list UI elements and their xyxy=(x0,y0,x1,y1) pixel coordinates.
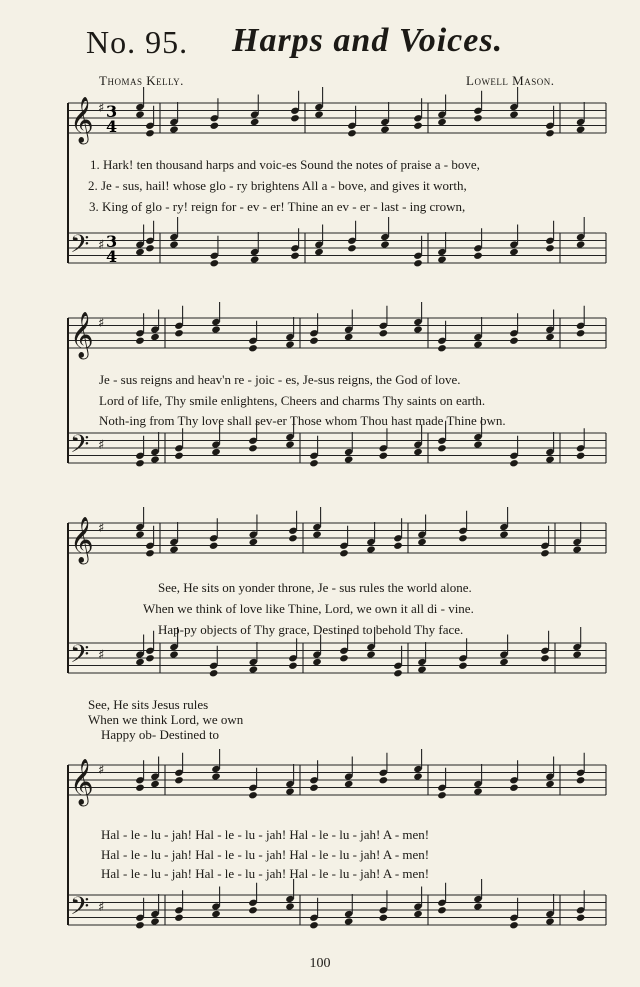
system3-bass-echo1: See, He sits Jesus rules xyxy=(88,697,209,712)
note-head xyxy=(248,344,258,352)
note-head xyxy=(290,114,300,122)
note-head xyxy=(250,255,260,263)
note-head xyxy=(285,787,295,795)
treble-clef-icon: 𝄞 xyxy=(70,759,94,805)
note-head xyxy=(150,333,160,341)
note-head xyxy=(380,240,390,248)
note-head xyxy=(150,917,160,925)
note-head xyxy=(174,776,184,784)
sharp-icon: ♯ xyxy=(98,238,105,253)
note-head xyxy=(347,244,357,252)
sharp-icon: ♯ xyxy=(98,763,105,778)
note-head xyxy=(458,534,468,542)
note-head xyxy=(379,914,389,922)
note-head xyxy=(135,248,145,256)
treble-staff xyxy=(68,87,606,145)
note-head xyxy=(499,658,509,666)
note-head xyxy=(145,129,155,137)
note-head xyxy=(145,654,155,662)
note-head xyxy=(248,791,258,799)
note-head xyxy=(366,545,376,553)
sharp-icon: ♯ xyxy=(98,900,105,915)
note-head xyxy=(309,337,319,345)
note-head xyxy=(437,344,447,352)
note-head xyxy=(572,545,582,553)
note-head xyxy=(437,906,447,914)
system3-verse2: When we think of love like Thine, Lord, we own it all di - vine. xyxy=(143,601,474,616)
treble-staff xyxy=(68,507,606,565)
note-head xyxy=(572,650,582,658)
sharp-icon: ♯ xyxy=(98,521,105,536)
note-head xyxy=(473,902,483,910)
time-signature-numerator: 3 xyxy=(106,232,118,251)
note-head xyxy=(437,791,447,799)
note-head xyxy=(314,248,324,256)
note-head xyxy=(540,654,550,662)
note-head xyxy=(174,329,184,337)
note-head xyxy=(509,459,519,467)
note-head xyxy=(135,459,145,467)
note-head xyxy=(285,340,295,348)
note-head xyxy=(169,125,179,133)
note-head xyxy=(437,255,447,263)
note-head xyxy=(576,452,586,460)
bass-clef-icon: 𝄢 xyxy=(70,430,90,465)
system1-verse2: 2. Je - sus, hail! whose glo - ry brightens All a - bove, and gives it worth, xyxy=(88,178,467,193)
note-head xyxy=(339,654,349,662)
note-head xyxy=(545,244,555,252)
system1-verse1: 1. Hark! ten thousand harps and voic-es Sound the notes of praise a - bove, xyxy=(90,157,480,172)
note-head xyxy=(413,448,423,456)
page-number: 100 xyxy=(309,956,331,971)
note-head xyxy=(249,665,259,673)
note-head xyxy=(169,545,179,553)
note-head xyxy=(309,784,319,792)
note-head xyxy=(576,914,586,922)
bass-staff xyxy=(68,879,606,929)
note-head xyxy=(209,669,219,677)
note-head xyxy=(312,530,322,538)
note-head xyxy=(379,452,389,460)
note-head xyxy=(509,248,519,256)
bass-clef-icon: 𝄢 xyxy=(70,230,90,265)
note-head xyxy=(249,538,259,546)
treble-clef-icon: 𝄞 xyxy=(70,517,94,563)
note-head xyxy=(545,333,555,341)
note-head xyxy=(211,325,221,333)
system1-verse3: 3. King of glo - ry! reign for - ev - er! Thine an ev - er - last - ing crown, xyxy=(89,199,466,214)
system2-verse2: Lord of life, Thy smile enlightens, Cheers and charms Thy saints on earth. xyxy=(99,393,486,408)
note-head xyxy=(174,914,184,922)
hymn-number: No. 95. xyxy=(86,24,189,60)
note-head xyxy=(209,542,219,550)
note-head xyxy=(285,440,295,448)
treble-clef-icon: 𝄞 xyxy=(70,97,94,143)
bass-clef-icon: 𝄢 xyxy=(70,640,90,675)
bass-clef-icon: 𝄢 xyxy=(70,892,90,927)
note-head xyxy=(145,549,155,557)
note-head xyxy=(379,776,389,784)
note-head xyxy=(288,534,298,542)
sharp-icon: ♯ xyxy=(98,438,105,453)
note-head xyxy=(135,110,145,118)
note-head xyxy=(393,542,403,550)
system3-verse1: See, He sits on yonder throne, Je - sus rules the world alone. xyxy=(158,580,472,595)
note-head xyxy=(145,244,155,252)
note-head xyxy=(437,118,447,126)
note-head xyxy=(135,530,145,538)
author-credit: Thomas Kelly. xyxy=(99,73,184,88)
note-head xyxy=(366,650,376,658)
note-head xyxy=(288,662,298,670)
note-head xyxy=(545,780,555,788)
note-head xyxy=(169,240,179,248)
note-head xyxy=(473,252,483,260)
system4-verse2: Hal - le - lu - jah! Hal - le - lu - jah! Hal - le - lu - jah! A - men! xyxy=(101,847,430,862)
time-signature-numerator: 3 xyxy=(106,102,118,121)
system2-verse3: Noth-ing from Thy love shall sev-er Those whom Thou hast made Thine own. xyxy=(99,413,506,428)
system4-verse1: Hal - le - lu - jah! Hal - le - lu - jah! Hal - le - lu - jah! A - men! xyxy=(101,827,430,842)
note-head xyxy=(250,118,260,126)
note-head xyxy=(393,669,403,677)
system2-verse1: Je - sus reigns and heav'n re - joic - es, Je-sus reigns, the God of love. xyxy=(99,372,461,387)
system3-bass-echo3: Happy ob- Destined to xyxy=(101,727,220,742)
sharp-icon: ♯ xyxy=(98,101,105,116)
note-head xyxy=(344,333,354,341)
note-head xyxy=(380,125,390,133)
note-head xyxy=(413,259,423,267)
note-head xyxy=(211,772,221,780)
note-head xyxy=(210,122,220,130)
note-head xyxy=(309,921,319,929)
note-head xyxy=(576,776,586,784)
note-head xyxy=(509,921,519,929)
note-head xyxy=(545,917,555,925)
note-head xyxy=(347,129,357,137)
note-head xyxy=(135,658,145,666)
note-head xyxy=(576,125,586,133)
note-head xyxy=(473,787,483,795)
note-head xyxy=(473,114,483,122)
note-head xyxy=(248,444,258,452)
treble-staff xyxy=(68,302,606,360)
note-head xyxy=(344,455,354,463)
note-head xyxy=(540,549,550,557)
note-head xyxy=(309,459,319,467)
system3-verse3: Hap-py objects of Thy grace, Destined to behold Thy face. xyxy=(158,622,464,637)
note-head xyxy=(437,444,447,452)
note-head xyxy=(473,440,483,448)
note-head xyxy=(344,917,354,925)
note-head xyxy=(413,772,423,780)
note-head xyxy=(499,530,509,538)
note-head xyxy=(545,129,555,137)
system4-verse3: Hal - le - lu - jah! Hal - le - lu - jah! Hal - le - lu - jah! A - men! xyxy=(101,866,430,881)
note-head xyxy=(290,252,300,260)
note-head xyxy=(339,549,349,557)
note-head xyxy=(473,340,483,348)
note-head xyxy=(150,455,160,463)
note-head xyxy=(169,650,179,658)
note-head xyxy=(379,329,389,337)
note-head xyxy=(285,902,295,910)
note-head xyxy=(545,455,555,463)
note-head xyxy=(509,337,519,345)
note-head xyxy=(576,329,586,337)
note-head xyxy=(312,658,322,666)
time-signature-denominator: 4 xyxy=(106,247,118,266)
note-head xyxy=(210,259,220,267)
note-head xyxy=(576,240,586,248)
note-head xyxy=(174,452,184,460)
note-head xyxy=(248,906,258,914)
note-head xyxy=(413,910,423,918)
note-head xyxy=(417,665,427,673)
note-head xyxy=(509,110,519,118)
note-head xyxy=(509,784,519,792)
note-head xyxy=(314,110,324,118)
treble-clef-icon: 𝄞 xyxy=(70,312,94,358)
note-head xyxy=(150,780,160,788)
note-head xyxy=(417,538,427,546)
note-head xyxy=(344,780,354,788)
system3-bass-echo2: When we think Lord, we own xyxy=(88,712,244,727)
note-head xyxy=(135,337,145,345)
note-head xyxy=(211,910,221,918)
time-signature-denominator: 4 xyxy=(106,117,118,136)
note-head xyxy=(211,448,221,456)
sharp-icon: ♯ xyxy=(98,316,105,331)
bass-staff xyxy=(68,217,606,267)
note-head xyxy=(413,325,423,333)
composer-credit: Lowell Mason. xyxy=(466,73,555,88)
note-head xyxy=(458,662,468,670)
treble-staff xyxy=(68,749,606,807)
hymn-title: Harps and Voices. xyxy=(232,22,504,59)
sharp-icon: ♯ xyxy=(98,648,105,663)
note-head xyxy=(413,122,423,130)
note-head xyxy=(135,784,145,792)
note-head xyxy=(135,921,145,929)
